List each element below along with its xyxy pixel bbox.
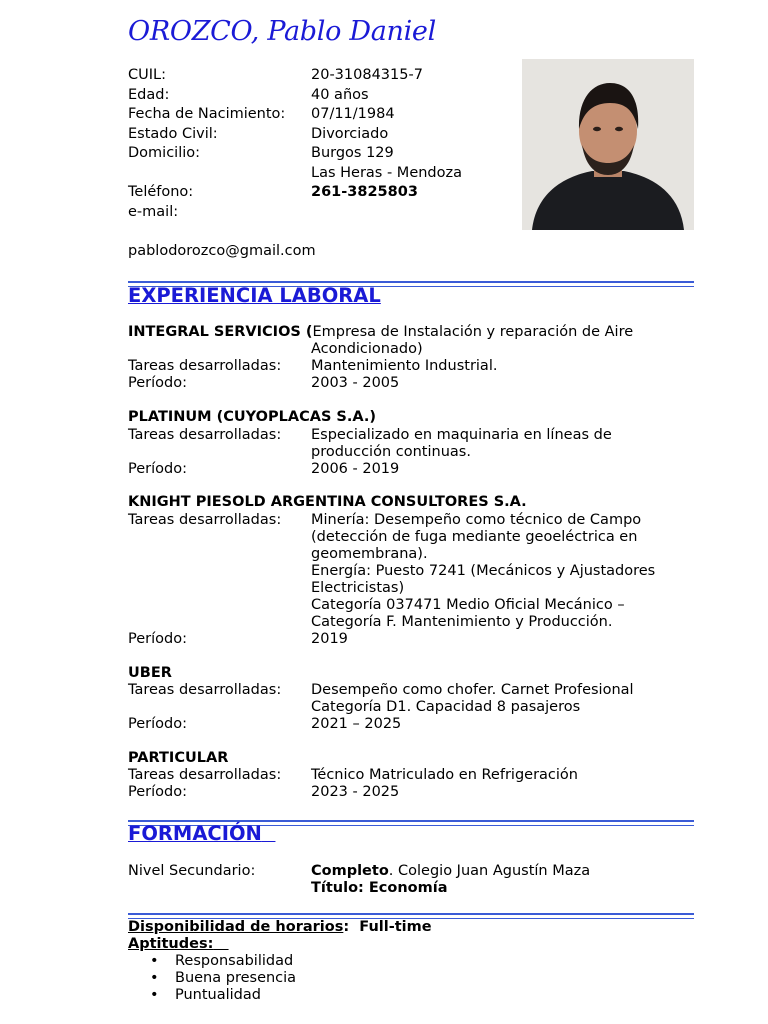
aptitudes-line bbox=[128, 936, 229, 953]
tareas-line: Categoría 037471 Medio Oficial Mecánico – bbox=[311, 597, 625, 613]
tareas-label: Tareas desarrolladas: bbox=[128, 427, 282, 443]
periodo-value: 2021 – 2025 bbox=[311, 716, 402, 732]
tareas-line: Categoría D1. Capacidad 8 pasajeros bbox=[311, 699, 581, 715]
colegio-name: . Colegio Juan Agustín Maza bbox=[388, 863, 591, 879]
formacion-estado bbox=[311, 863, 590, 880]
email-value: pablodorozco@gmail.com bbox=[128, 243, 316, 259]
company-name: KNIGHT PIESOLD ARGENTINA CONSULTORES S.A. bbox=[128, 494, 527, 510]
periodo-label: Período: bbox=[128, 716, 187, 732]
telefono-label: Teléfono: bbox=[128, 184, 194, 200]
job-company bbox=[128, 324, 633, 341]
formacion-title-text: FORMACIÓN bbox=[128, 822, 262, 845]
tareas-line: Desempeño como chofer. Carnet Profesional bbox=[311, 682, 634, 698]
telefono-value: 261-3825803 bbox=[311, 184, 418, 200]
formacion-titulo: Título: Economía bbox=[311, 880, 448, 896]
periodo-label: Período: bbox=[128, 375, 187, 391]
tareas-line: Mantenimiento Industrial. bbox=[311, 358, 498, 374]
periodo-label: Período: bbox=[128, 784, 187, 800]
tareas-line: Técnico Matriculado en Refrigeración bbox=[311, 767, 578, 783]
company-name: PLATINUM (CUYOPLACAS S.A.) bbox=[128, 409, 377, 425]
tareas-line: Energía: Puesto 7241 (Mecánicos y Ajustadores bbox=[311, 563, 656, 579]
edad-value: 40 años bbox=[311, 87, 369, 103]
tareas-line: producción continuas. bbox=[311, 444, 471, 460]
domicilio-label: Domicilio: bbox=[128, 145, 201, 161]
tareas-label: Tareas desarrolladas: bbox=[128, 358, 282, 374]
company-name: UBER bbox=[128, 665, 172, 681]
estado-civil-label: Estado Civil: bbox=[128, 126, 218, 142]
estado-civil-value: Divorciado bbox=[311, 126, 389, 142]
cuil-label: CUIL: bbox=[128, 67, 166, 83]
nacimiento-value: 07/11/1984 bbox=[311, 106, 395, 122]
nacimiento-label: Fecha de Nacimiento: bbox=[128, 106, 286, 122]
tareas-line: Electricistas) bbox=[311, 580, 405, 596]
candidate-name: OROZCO, Pablo Daniel bbox=[128, 16, 436, 47]
tareas-line: geomembrana). bbox=[311, 546, 428, 562]
aptitudes-label: Aptitudes: bbox=[128, 936, 214, 952]
company-name: INTEGRAL SERVICIOS ( bbox=[128, 324, 313, 340]
bullet-icon: • bbox=[150, 970, 159, 986]
company-note-cont: Acondicionado) bbox=[311, 341, 423, 357]
disponibilidad-sep: : bbox=[343, 919, 350, 935]
domicilio-line-1: Burgos 129 bbox=[311, 145, 394, 161]
company-note: Empresa de Instalación y reparación de Aire bbox=[312, 324, 634, 340]
formacion-title bbox=[128, 822, 275, 845]
disponibilidad-label: Disponibilidad de horarios bbox=[128, 919, 344, 935]
periodo-value: 2019 bbox=[311, 631, 348, 647]
aptitud-item: Puntualidad bbox=[175, 987, 261, 1003]
tareas-line: (detección de fuga mediante geoeléctrica en bbox=[311, 529, 638, 545]
tareas-line: Categoría F. Mantenimiento y Producción. bbox=[311, 614, 613, 630]
domicilio-line-2: Las Heras - Mendoza bbox=[311, 165, 462, 181]
disponibilidad-line bbox=[128, 919, 432, 936]
profile-photo bbox=[522, 59, 694, 230]
experiencia-title: EXPERIENCIA LABORAL bbox=[128, 284, 381, 307]
person-portrait-image bbox=[522, 59, 694, 230]
periodo-label: Período: bbox=[128, 631, 187, 647]
tareas-label: Tareas desarrolladas: bbox=[128, 767, 282, 783]
periodo-value: 2023 - 2025 bbox=[311, 784, 400, 800]
bullet-icon: • bbox=[150, 987, 159, 1003]
tareas-line: Minería: Desempeño como técnico de Campo bbox=[311, 512, 642, 528]
tareas-line: Especializado en maquinaria en líneas de bbox=[311, 427, 612, 443]
cuil-value: 20-31084315-7 bbox=[311, 67, 423, 83]
periodo-label: Período: bbox=[128, 461, 187, 477]
periodo-value: 2006 - 2019 bbox=[311, 461, 400, 477]
disponibilidad-value: Full-time bbox=[359, 919, 432, 935]
tareas-label: Tareas desarrolladas: bbox=[128, 512, 282, 528]
tareas-label: Tareas desarrolladas: bbox=[128, 682, 282, 698]
aptitud-item: Responsabilidad bbox=[175, 953, 294, 969]
email-label: e-mail: bbox=[128, 204, 179, 220]
estado-completo: Completo bbox=[311, 863, 389, 879]
nivel-label: Nivel Secundario: bbox=[128, 863, 256, 879]
aptitud-item: Buena presencia bbox=[175, 970, 297, 986]
periodo-value: 2003 - 2005 bbox=[311, 375, 400, 391]
bullet-icon: • bbox=[150, 953, 159, 969]
edad-label: Edad: bbox=[128, 87, 170, 103]
company-name: PARTICULAR bbox=[128, 750, 229, 766]
